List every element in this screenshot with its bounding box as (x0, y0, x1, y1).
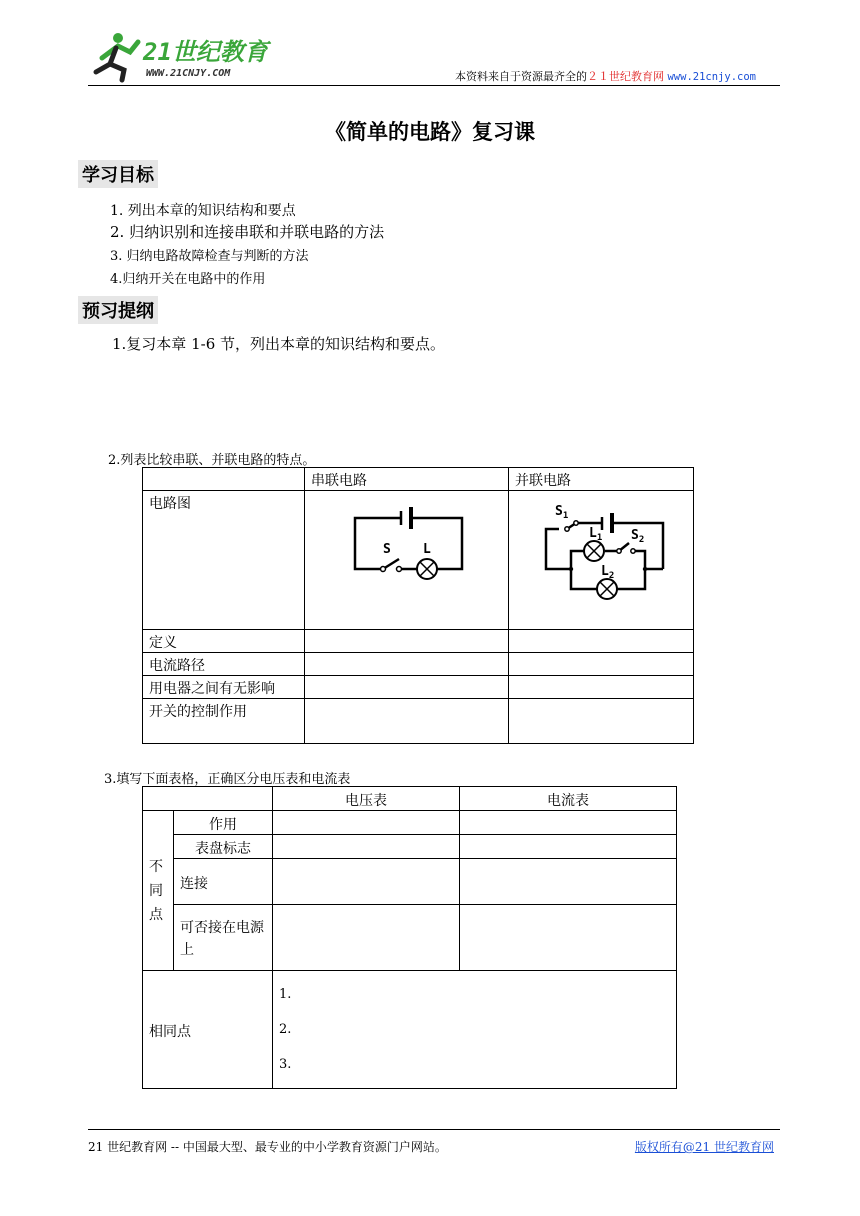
lamp-label-l2: $L_2$ (601, 564, 615, 581)
diff-label-text: 不同点 (149, 858, 163, 923)
goal-item: 3. 归纳电路故障检查与判断的方法 (110, 249, 309, 264)
lamp-icon (417, 559, 437, 579)
series-circuit-diagram (305, 491, 508, 625)
table-cell[interactable] (273, 859, 460, 905)
diff-row-power-source: 可否接在电源上 (174, 905, 273, 971)
table-cell[interactable] (509, 653, 694, 676)
same-label: 相同点 (143, 971, 273, 1089)
table-cell[interactable] (509, 676, 694, 699)
lamp-icon (597, 579, 617, 599)
parallel-diagram-cell (509, 491, 694, 630)
runner-icon (96, 33, 138, 80)
outline-heading: 预习提纲 (78, 296, 158, 324)
outline-item-3: 3.填写下面表格，正确区分电压表和电流表 (104, 772, 351, 787)
same-item: 2. (279, 1022, 292, 1037)
table-cell[interactable] (273, 905, 460, 971)
logo-text: 21世纪教育 (143, 38, 268, 66)
goal-item: 2. 归纳识别和连接串联和并联电路的方法 (110, 223, 385, 241)
row-label-influence: 用电器之间有无影响 (143, 676, 305, 699)
row-label-current-path: 电流路径 (143, 653, 305, 676)
table-cell[interactable] (273, 811, 460, 835)
lamp-label-l: L (423, 542, 431, 557)
row-label-switch-control: 开关的控制作用 (143, 699, 305, 744)
table-cell[interactable] (509, 699, 694, 744)
header-note-red[interactable]: ２１世纪教育网 (586, 70, 664, 83)
table-cell[interactable] (509, 630, 694, 653)
table-cell[interactable] (460, 835, 677, 859)
header-url-link[interactable]: www.21cnjy.com (667, 71, 756, 83)
header-source-note (455, 68, 756, 84)
goal-item: 4.归纳开关在电路中的作用 (110, 272, 266, 287)
switch-label-s2: $S_2$ (631, 528, 645, 545)
lamp-label-l1: $L_1$ (589, 526, 603, 543)
lamp-icon (584, 541, 604, 561)
row-label-diagram: 电路图 (143, 491, 305, 630)
col-header-ammeter: 电流表 (460, 787, 677, 811)
col-header-parallel: 并联电路 (509, 468, 694, 491)
outline-item-1: 1.复习本章 1-6 节，列出本章的知识结构和要点。 (112, 335, 446, 353)
parallel-circuit-diagram (509, 491, 693, 625)
footer-tagline: 21 世纪教育网 -- 中国最大型、最专业的中小学教育资源门户网站。 (88, 1140, 447, 1154)
table-cell[interactable] (305, 676, 509, 699)
diff-row-function: 作用 (174, 811, 273, 835)
table-cell[interactable] (305, 699, 509, 744)
site-logo (88, 28, 288, 86)
row-label-definition: 定义 (143, 630, 305, 653)
table-cell[interactable] (460, 811, 677, 835)
footer-copyright-link[interactable]: 版权所有@21 世纪教育网 (634, 1140, 774, 1154)
table-cell[interactable] (460, 859, 677, 905)
document-title: 《简单的电路》复习课 (325, 120, 535, 144)
footer-divider (88, 1129, 780, 1130)
table-cell[interactable] (305, 653, 509, 676)
goal-item: 1. 列出本章的知识结构和要点 (110, 203, 296, 219)
col-header-voltmeter: 电压表 (273, 787, 460, 811)
series-parallel-table (142, 467, 694, 744)
header-note-prefix: 本资料来自于资源最齐全的 (454, 70, 587, 83)
diff-row-dial-mark: 表盘标志 (174, 835, 273, 859)
table-cell[interactable] (460, 905, 677, 971)
diff-row-connection: 连接 (174, 859, 273, 905)
same-item: 1. (279, 987, 292, 1002)
outline-item-2: 2.列表比较串联、并联电路的特点。 (108, 453, 316, 468)
same-item: 3. (279, 1057, 292, 1072)
col-header-series: 串联电路 (305, 468, 509, 491)
voltmeter-ammeter-table (142, 786, 677, 1089)
switch-label-s1: $S_1$ (555, 504, 569, 521)
table-cell[interactable] (273, 835, 460, 859)
switch-label-s: S (383, 542, 391, 557)
table2-corner (143, 787, 273, 811)
same-items-cell[interactable] (273, 971, 677, 1089)
diff-label (143, 811, 174, 971)
table-cell[interactable] (305, 630, 509, 653)
goals-heading: 学习目标 (78, 160, 158, 188)
header-divider (88, 85, 780, 86)
series-diagram-cell (305, 491, 509, 630)
table1-corner (143, 468, 305, 491)
logo-url: WWW.21CNJY.COM (146, 68, 231, 79)
